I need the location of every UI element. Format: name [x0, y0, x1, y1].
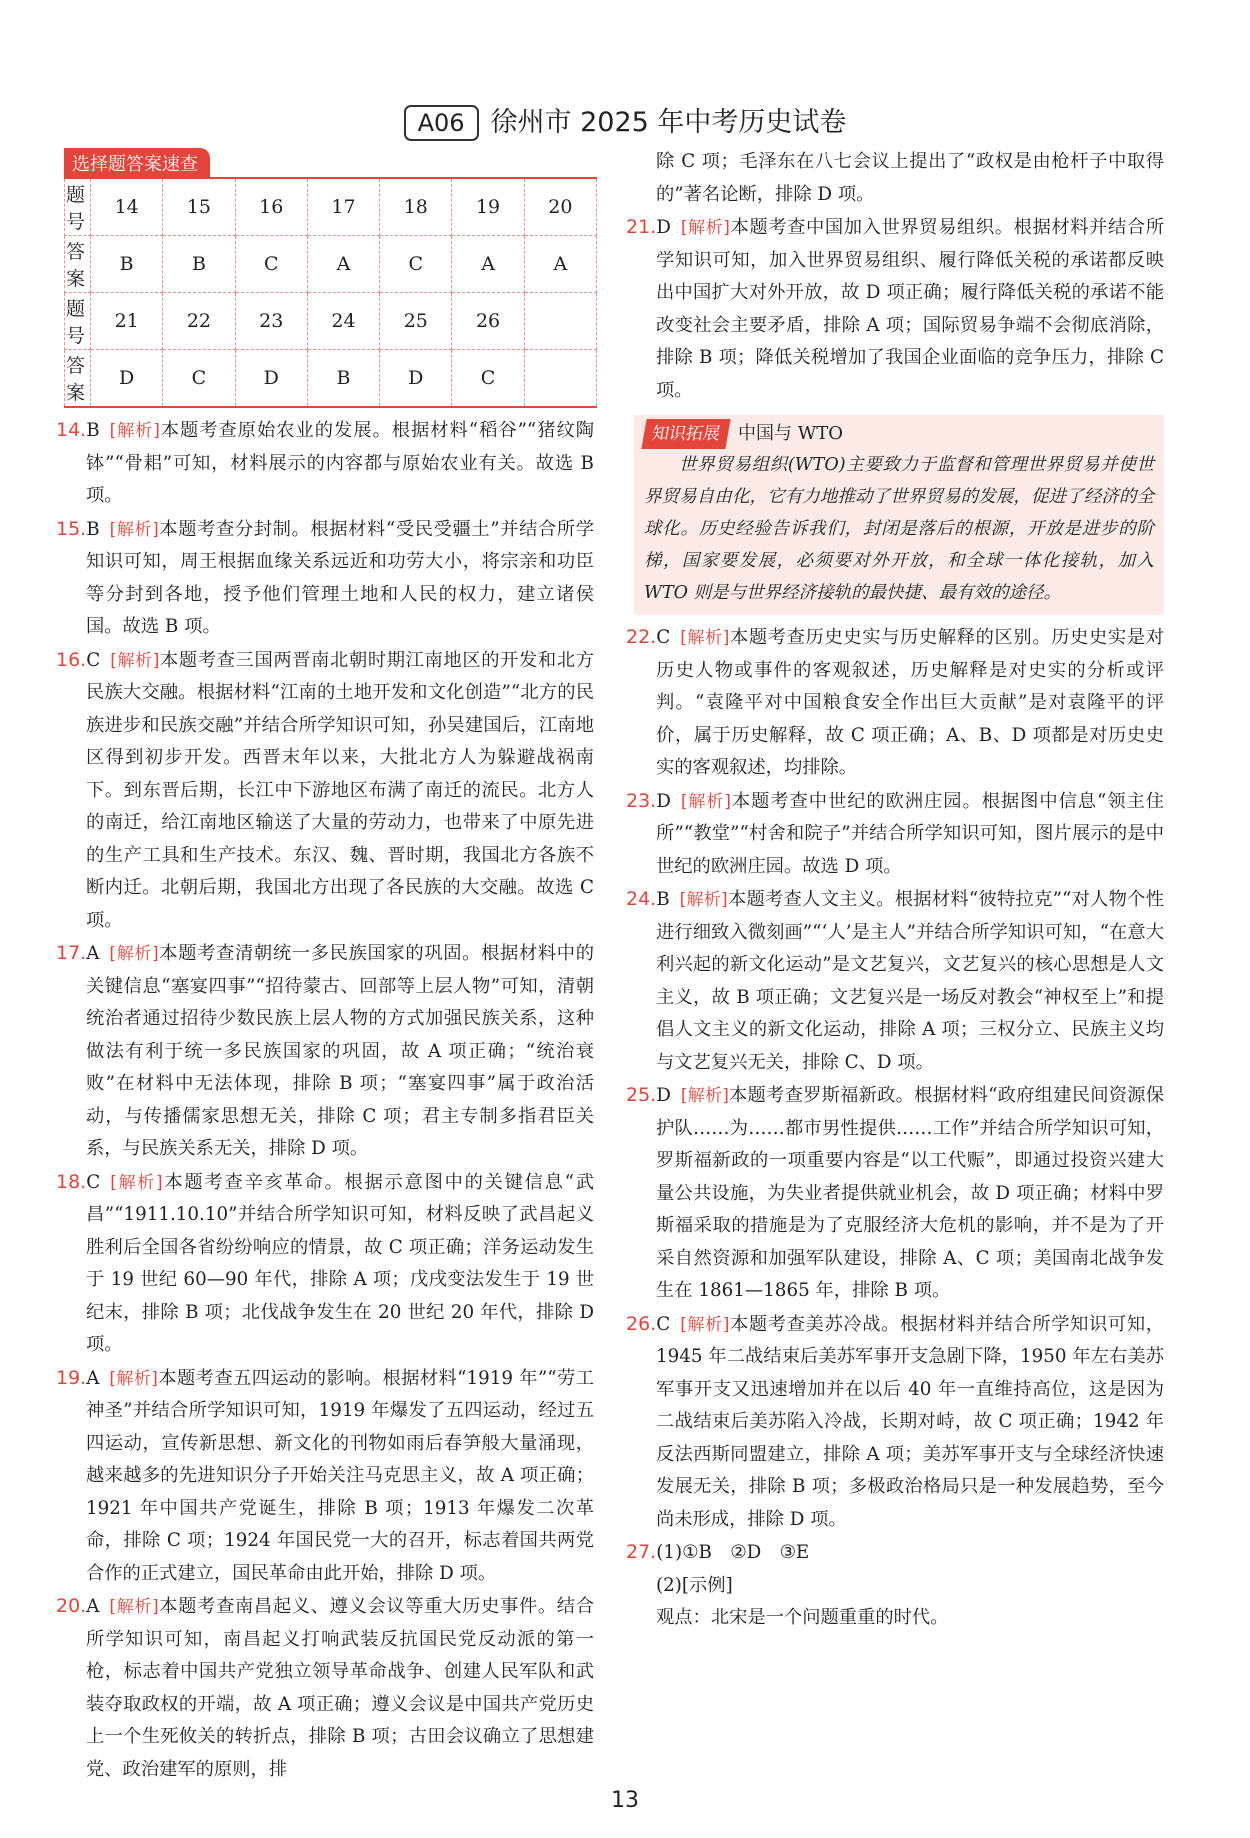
answer-letter: B	[656, 889, 670, 910]
answer-table-row	[65, 178, 597, 236]
analysis-tag: [解析]	[109, 519, 159, 540]
answer-letter: D	[656, 1085, 671, 1106]
analysis-text: 本题考查中国加入世界贸易组织。根据材料并结合所学知识可知，加入世界贸易组织、履行降低关税的承诺都反映出中国扩大对外开放，故 D 项正确；履行降低关税的承诺不能改变社会主要矛盾，排除 A 项；国际贸易争端不会彻底消除，排除 B 项；降低关税增加了我国企业面临的竞争压力，排除 C 项。	[656, 217, 1165, 401]
answer-table-cell: 19	[452, 178, 524, 236]
answer-letter: D	[656, 790, 671, 812]
answer-table-cell: D	[235, 350, 307, 408]
question-number: 24.	[626, 888, 657, 910]
analysis-tag: [解析]	[679, 890, 728, 910]
analysis-tag: [解析]	[109, 944, 159, 964]
answer-table-cell	[524, 293, 596, 350]
left-answers	[56, 414, 595, 1786]
analysis-tag: [解析]	[110, 1172, 163, 1193]
question-number: 25.	[626, 1084, 657, 1106]
answer-table-row	[65, 293, 597, 350]
question-number: 14.	[56, 419, 87, 441]
right-column	[626, 146, 1165, 1635]
analysis-text: 本题考查清朝统一多民族国家的巩固。根据材料中的关键信息“塞宴四事”“招待蒙古、回部等上层人物”可知，清朝统治者通过招待少数民族上层人物的方式加强民族关系，这种做法有利于统一多民族国家的巩固，故 A 项正确；“统治衰败”在材料中无法体现，排除 B 项；“塞宴四事”属于政治活动，与传播儒家思想无关，排除 C 项；君主专制多指君臣关系，与民族关系无关，排除 D 项。	[86, 943, 595, 1159]
answer-table-cell: B	[163, 236, 235, 293]
analysis-text: 本题考查人文主义。根据材料“彼特拉克”“对人物个性进行细致入微刻画”“‘人’是主人”并结合所学知识可知，“在意大利兴起的新文化运动”是文艺复兴，文艺复兴的核心思想是人文主义，故 B 项正确；文艺复兴是一场反对教会“神权至上”和提倡人文主义的新文化运动，排除 A 项；三权分立、民族主义均与文艺复兴无关，排除 C、D 项。	[656, 889, 1164, 1073]
answer-item	[56, 1166, 594, 1362]
analysis-tag: [解析]	[680, 791, 731, 812]
analysis-tag: [解析]	[680, 628, 730, 648]
answer-letter: A	[86, 943, 100, 964]
analysis-tag: [解析]	[109, 1597, 159, 1617]
page-title	[0, 100, 1250, 141]
right-answers-a	[626, 211, 1165, 407]
answer-table-cell: B	[91, 236, 163, 293]
answer-table-cell: 20	[524, 178, 596, 236]
question-number: 22.	[626, 626, 657, 648]
answer-table-cell: 15	[163, 178, 235, 236]
answer-table-cell: C	[380, 236, 452, 293]
question-number: 27.	[626, 1541, 657, 1563]
answer-table-cell: 21	[91, 293, 163, 350]
analysis-text: 本题考查美苏冷战。根据材料并结合所学知识可知，1945 年二战结束后美苏军事开支急剧下降，1950 年左右美苏军事开支又迅速增加并在以后 40 年一直维持高位，这是因为二战结束后美苏陷入冷战，长期对峙，故 C 项正确；1942 年反法西斯同盟建立，排除 A 项；美苏军事开支与全球经济快速发展无关，排除 B 项；多极政治格局只是一种发展趋势，至今尚未形成，排除 D 项。	[656, 1313, 1165, 1530]
answer-table-cell: A	[307, 236, 379, 293]
answer-item	[626, 883, 1164, 1079]
answer-table-cell: B	[307, 350, 379, 408]
analysis-tag: [解析]	[680, 1086, 729, 1106]
extension-label: 知识拓展	[641, 419, 730, 449]
answer-letter: B	[86, 518, 100, 540]
question-number: 15.	[56, 517, 87, 540]
question-number: 19.	[56, 1366, 87, 1389]
answer-table	[64, 177, 597, 408]
continued-text: 除 C 项；毛泽东在八七会议上提出了“政权是由枪杆子中取得的”著名论断，排除 D 项。	[656, 151, 1164, 205]
question-number: 21.	[626, 216, 657, 238]
answer-table-cell: D	[91, 350, 163, 408]
answer-table-head: 题号	[65, 293, 91, 350]
answer-table-cell: 16	[235, 178, 307, 236]
analysis-text: 本题考查历史史实与历史解释的区别。历史史实是对历史人物或事件的客观叙述，历史解释是对史实的分析或评判。“袁隆平对中国粮食安全作出巨大贡献”是对袁隆平的评价，属于历史解释，故 C 项正确；A、B、D 项都是对历史史实的客观叙述，均排除。	[656, 627, 1165, 778]
analysis-text: 本题考查南昌起义、遵义会议等重大历史事件。结合所学知识可知，南昌起义打响武装反抗国民党反动派的第一枪，标志着中国共产党独立领导革命战争、创建人民军队和武装夺取政权的开端，故 A 项正确；遵义会议是中国共产党历史上一个生死攸关的转折点，排除 B 项；古田会议确立了思想建党、政治建军的原则，排	[86, 1596, 595, 1780]
question-number: 18.	[56, 1170, 87, 1193]
analysis-text: 本题考查罗斯福新政。根据材料“政府组建民间资源保护队……为……都市男性提供……工作”并结合所学知识可知，罗斯福新政的一项重要内容是“以工代赈”，即通过投资兴建大量公共设施，为失业者提供就业机会，故 D 项正确；材料中罗斯福采取的措施是为了克服经济大危机的影响，并不是为了开采自然资源和加强军队建设，排除 A、C 项；美国南北战争发生在 1861—1865 年，排除 B 项。	[656, 1085, 1164, 1301]
answer-table-cell	[524, 350, 596, 408]
answer-item	[626, 621, 1165, 785]
answer-table-cell: A	[524, 236, 596, 293]
answer-item	[626, 1079, 1164, 1308]
analysis-text: 本题考查辛亥革命。根据示意图中的关键信息“武昌”“1911.10.10”并结合所学知识可知，材料反映了武昌起义胜利后全国各省纷纷响应的情景，故 C 项正确；洋务运动发生于 19 世纪 60—90 年代，排除 A 项；戊戌变法发生于 19 世纪末，排除 B 项；北伐战争发生在 20 世纪 20 年代，排除 D 项。	[86, 1171, 594, 1355]
question-number: 26.	[626, 1312, 657, 1335]
answer-table-cell: 25	[380, 293, 452, 350]
analysis-text: 本题考查三国两晋南北朝时期江南地区的开发和北方民族大交融。根据材料“江南的土地开发和文化创造”“北方的民族进步和民族交融”并结合所学知识可知，孙吴建国后，江南地区得到初步开发。西晋末年以来，大批北方人为躲避战祸南下。到东晋后期，长江中下游地区布满了南迁的流民。北方人的南迁，给江南地区输送了大量的劳动力，也带来了中原先进的生产工具和生产技术。东汉、魏、晋时期，我国北方各族不断内迁。北朝后期，我国北方出现了各民族的大交融。故选 C 项。	[86, 649, 595, 931]
analysis-text: 本题考查中世纪的欧洲庄园。根据图中信息“领主住所”“教堂”“村舍和院子”并结合所学知识可知，图片展示的是中世纪的欧洲庄园。故选 D 项。	[656, 790, 1164, 877]
answer-table-label: 选择题答案速查	[64, 148, 210, 177]
answer-table-cell: A	[452, 236, 524, 293]
answer-letter: C	[86, 649, 101, 671]
answer-item	[626, 211, 1165, 407]
answer-letter: A	[86, 1367, 100, 1389]
right-answers-b	[626, 621, 1165, 1536]
q27-line1: (1)①B ②D ③E	[656, 1542, 810, 1563]
answer-letter: C	[656, 627, 671, 648]
answer-table-cell: 23	[235, 293, 307, 350]
answer-table-cell: 17	[307, 178, 379, 236]
answer-item	[56, 513, 595, 644]
answer-letter: A	[86, 1596, 100, 1617]
question-number: 16.	[56, 648, 87, 671]
answer-table-cell: C	[163, 350, 235, 408]
answer-table-cell: 14	[91, 178, 163, 236]
paper-title: 徐州市 2025 年中考历史试卷	[490, 107, 847, 138]
answer-table-cell: 26	[452, 293, 524, 350]
answer-letter: B	[86, 420, 100, 441]
q27-line3: 观点：北宋是一个问题重重的时代。	[656, 1607, 949, 1628]
answer-item	[626, 785, 1164, 884]
answer-table-cell: C	[235, 236, 307, 293]
analysis-tag: [解析]	[680, 1314, 730, 1335]
answer-letter: C	[656, 1313, 671, 1335]
answer-item	[56, 644, 595, 938]
analysis-tag: [解析]	[680, 218, 730, 238]
answer-table-cell: 18	[380, 178, 452, 236]
question-number: 23.	[626, 789, 657, 812]
knowledge-extension	[634, 415, 1164, 615]
answer-item	[56, 937, 595, 1166]
answer-table-cell: D	[380, 350, 452, 408]
analysis-text: 本题考查五四运动的影响。根据材料“1919 年”“劳工神圣”并结合所学知识可知，1919 年爆发了五四运动，经过五四运动，宣传新思想、新文化的刊物如雨后春笋般大量涌现，越来越多的先进知识分子开始关注马克思主义，故 A 项正确；1921 年中国共产党诞生，排除 B 项；1913 年爆发二次革命，排除 C 项；1924 年国民党一大的召开，标志着国共两党合作的正式建立，国民革命由此开始，排除 D 项。	[86, 1367, 595, 1584]
answer-table-cell: C	[452, 350, 524, 408]
question-27	[626, 1536, 1164, 1635]
page-number: 13	[611, 1788, 639, 1813]
answer-table-row	[65, 236, 597, 293]
answer-item	[56, 1590, 595, 1786]
analysis-text: 本题考查分封制。根据材料“受民受疆土”并结合所学知识可知，周王根据血缘关系远近和功劳大小，将宗亲和功臣等分封到各地，授予他们管理土地和人民的权力，建立诸侯国。故选 B 项。	[86, 518, 595, 637]
left-column	[56, 148, 595, 1786]
analysis-tag: [解析]	[109, 421, 160, 441]
answer-letter: C	[86, 1171, 101, 1193]
answer-table-row	[65, 350, 597, 408]
answer-item	[56, 1362, 595, 1591]
answer-table-head: 题号	[65, 178, 91, 236]
extension-heading: 中国与 WTO	[738, 423, 843, 444]
question-number: 17.	[56, 942, 87, 964]
answer-item	[56, 414, 594, 513]
answer-letter: D	[656, 217, 671, 238]
analysis-tag: [解析]	[109, 1368, 158, 1389]
answer-item	[626, 1308, 1165, 1537]
paper-code: A06	[404, 105, 479, 141]
answer-table-cell: 22	[163, 293, 235, 350]
analysis-tag: [解析]	[110, 650, 160, 671]
answer-table-cell: 24	[307, 293, 379, 350]
q27-line2: (2)[示例]	[656, 1574, 733, 1596]
answer-table-head: 答案	[65, 236, 91, 293]
extension-body: 世界贸易组织(WTO)主要致力于监督和管理世界贸易并使世界贸易自由化，它有力地推动了世界贸易的发展，促进了经济的全球化。历史经验告诉我们，封闭是落后的根源，开放是进步的阶梯，国家要发展，必须要对外开放，和全球一体化接轨，加入 WTO 则是与世界经济接轨的最快捷、最有效的途径。	[644, 455, 1154, 603]
question-number: 20.	[56, 1595, 87, 1617]
answer-table-head: 答案	[65, 350, 91, 408]
analysis-text: 本题考查原始农业的发展。根据材料“稻谷”“猪纹陶钵”“骨耜”可知，材料展示的内容都与原始农业有关。故选 B 项。	[86, 420, 594, 506]
